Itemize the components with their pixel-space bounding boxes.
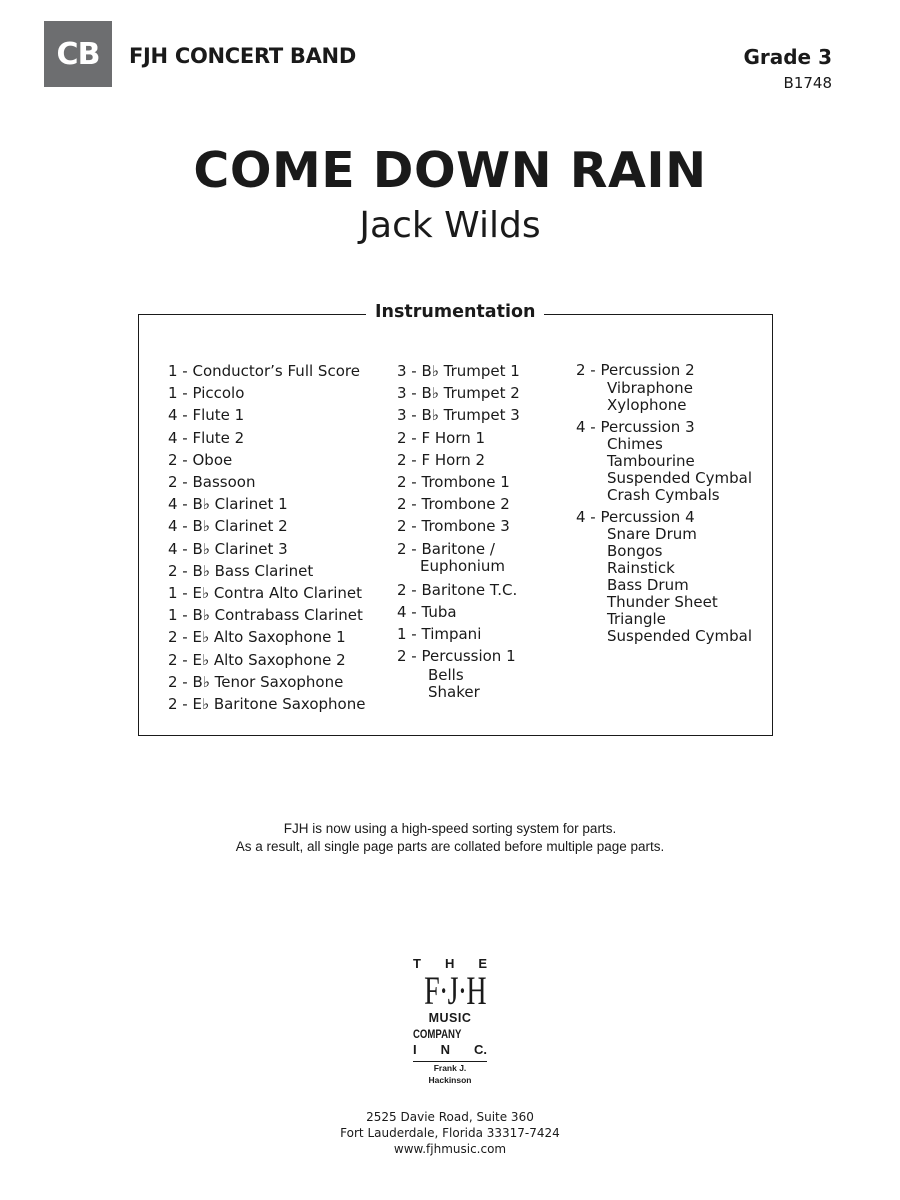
logo-company: COMPANY <box>413 1027 462 1041</box>
logo-music: MUSIC <box>428 1011 472 1025</box>
list-item: 4 - Flute 1 <box>168 406 245 425</box>
instrumentation-column-1 <box>168 360 365 715</box>
grade-level: Grade 3 <box>743 45 832 69</box>
publisher-address <box>0 1109 900 1157</box>
list-item: 2 - B♭ Tenor Saxophone <box>168 672 344 691</box>
address-city: Fort Lauderdale, Florida 33317-7424 <box>340 1126 560 1140</box>
list-item: 2 - Percussion 1 <box>397 647 516 666</box>
composer-name: Jack Wilds <box>359 205 541 246</box>
list-item: 2 - E♭ Baritone Saxophone <box>168 695 366 714</box>
series-name: FJH CONCERT BAND <box>129 44 356 68</box>
list-subitem: Rainstick <box>607 559 675 577</box>
logo-letter: E <box>478 956 487 971</box>
logo-letter: H <box>444 956 455 971</box>
list-item: 2 - Trombone 1 <box>397 473 510 492</box>
list-subitem: Thunder Sheet <box>607 593 718 611</box>
list-item: 1 - Conductor’s Full Score <box>168 362 360 380</box>
list-subitem: Suspended Cymbal <box>607 469 752 487</box>
piece-title: COME DOWN RAIN <box>193 142 707 199</box>
logo-letter: C. <box>473 1042 487 1057</box>
list-item: 3 - B♭ Trumpet 2 <box>397 384 520 403</box>
website-link[interactable]: www.fjhmusic.com <box>393 1142 507 1156</box>
list-item: 1 - B♭ Contrabass Clarinet <box>168 606 363 625</box>
instrumentation-heading: Instrumentation <box>366 302 544 322</box>
list-item: 3 - B♭ Trumpet 3 <box>397 406 520 425</box>
list-item: 2 - Baritone / <box>397 539 495 558</box>
list-item: 4 - Percussion 4 <box>576 508 695 526</box>
list-subitem: Xylophone <box>607 396 687 414</box>
logo-inc <box>413 1042 487 1058</box>
list-item: 4 - B♭ Clarinet 3 <box>168 539 288 558</box>
list-item: 2 - B♭ Bass Clarinet <box>168 561 314 580</box>
list-subitem: Suspended Cymbal <box>607 627 752 645</box>
list-item: 1 - Piccolo <box>168 384 245 403</box>
list-item: 2 - Bassoon <box>168 473 256 492</box>
sorting-notice <box>0 820 900 856</box>
list-subitem: Snare Drum <box>607 525 697 543</box>
list-item: 2 - E♭ Alto Saxophone 1 <box>168 628 346 647</box>
logo-letter: T <box>413 956 421 971</box>
list-item: 4 - Tuba <box>397 602 457 621</box>
notice-line-1: FJH is now using a high-speed sorting system for parts. <box>283 821 617 836</box>
list-subitem: Chimes <box>607 435 663 453</box>
list-item: 2 - F Horn 1 <box>397 428 486 447</box>
logo-fjh: F·J·H <box>424 968 486 1013</box>
notice-line-2: As a result, all single page parts are collated before multiple page parts. <box>235 839 665 854</box>
instrumentation-column-3 <box>576 360 752 649</box>
list-item: 4 - Flute 2 <box>168 428 245 447</box>
logo-letter: N <box>440 1042 450 1057</box>
list-subitem: Bass Drum <box>607 576 689 594</box>
list-item: 4 - Percussion 3 <box>576 418 695 436</box>
instrumentation-column-2 <box>397 360 520 705</box>
list-subitem: Bongos <box>607 542 663 560</box>
list-item: 2 - Baritone T.C. <box>397 580 518 599</box>
list-subitem: Crash Cymbals <box>607 486 720 504</box>
list-item: 1 - E♭ Contra Alto Clarinet <box>168 584 363 603</box>
list-item: 1 - Timpani <box>397 625 482 644</box>
list-item: 2 - Trombone 2 <box>397 495 510 514</box>
logo-founder: Frank J. Hackinson <box>428 1063 472 1085</box>
address-street: 2525 Davie Road, Suite 360 <box>366 1110 534 1124</box>
logo-letter: I <box>413 1042 417 1057</box>
publisher-logo <box>413 956 487 1090</box>
list-subitem: Shaker <box>428 683 480 702</box>
list-subitem: Bells <box>428 666 464 685</box>
list-item: 2 - F Horn 2 <box>397 450 486 469</box>
list-subitem: Vibraphone <box>607 379 693 397</box>
catalog-number: B1748 <box>783 74 832 92</box>
list-item: 4 - B♭ Clarinet 1 <box>168 495 288 514</box>
list-item: 2 - Oboe <box>168 450 233 469</box>
list-item: 2 - E♭ Alto Saxophone 2 <box>168 650 346 669</box>
list-subitem: Tambourine <box>607 452 695 470</box>
list-item: 2 - Trombone 3 <box>397 517 510 536</box>
category-badge: CB <box>44 21 112 87</box>
list-item: 4 - B♭ Clarinet 2 <box>168 517 288 536</box>
list-subitem: Triangle <box>607 610 666 628</box>
list-item: 2 - Percussion 2 <box>576 361 695 379</box>
list-item-continued: Euphonium <box>420 556 505 575</box>
list-item: 3 - B♭ Trumpet 1 <box>397 362 520 380</box>
